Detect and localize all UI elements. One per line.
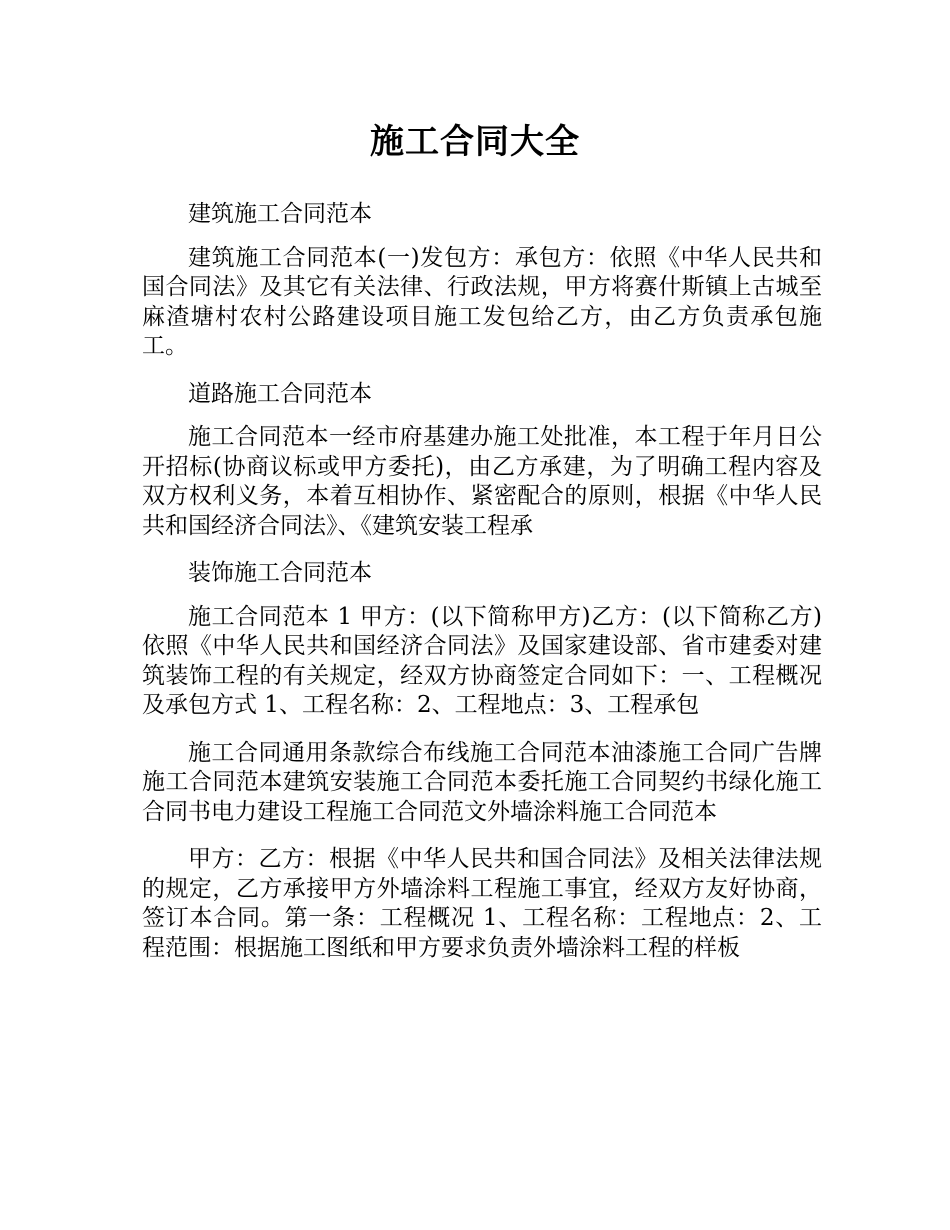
paragraph-exterior-paint-contract: 甲方：乙方：根据《中华人民共和国合同法》及相关法律法规的规定，乙方承接甲方外墙涂料工程施工事宜，经双方友好协商，签订本合同。第一条：工程概况 1、工程名称：工程地点：2、工程范围：根据施工图纸和甲方要求负责外墙涂料工程的样板: [142, 846, 822, 961]
document-body: [142, 200, 822, 981]
paragraph-decoration-contract: 施工合同范本 1 甲方：(以下简称甲方)乙方：(以下简称乙方)依照《中华人民共和国经济合同法》及国家建设部、省市建委对建筑装饰工程的有关规定，经双方协商签定合同如下：一、工程概况及承包方式 1、工程名称：2、工程地点：3、工程承包: [142, 603, 822, 718]
section-heading-road: 道路施工合同范本: [188, 380, 372, 407]
paragraph-road-contract: 施工合同范本一经市府基建办施工处批准，本工程于年月日公开招标(协商议标或甲方委托)，由乙方承建，为了明确工程内容及双方权利义务，本着互相协作、紧密配合的原则，根据《中华人民共和国经济合同法》、《建筑安装工程承: [142, 424, 822, 539]
document-title: 施工合同大全: [370, 122, 580, 162]
paragraph-contract-list: 施工合同通用条款综合布线施工合同范本油漆施工合同广告牌施工合同范本建筑安装施工合同范本委托施工合同契约书绿化施工合同书电力建设工程施工合同范文外墙涂料施工合同范本: [142, 739, 822, 825]
paragraph-building-contract: 建筑施工合同范本(一)发包方：承包方：依照《中华人民共和国合同法》及其它有关法律、行政法规，甲方将赛什斯镇上古城至麻渣塘村农村公路建设项目施工发包给乙方，由乙方负责承包施工。: [142, 244, 822, 359]
section-heading-decoration: 装饰施工合同范本: [188, 560, 372, 586]
section-heading-building: 建筑施工合同范本: [188, 201, 372, 227]
